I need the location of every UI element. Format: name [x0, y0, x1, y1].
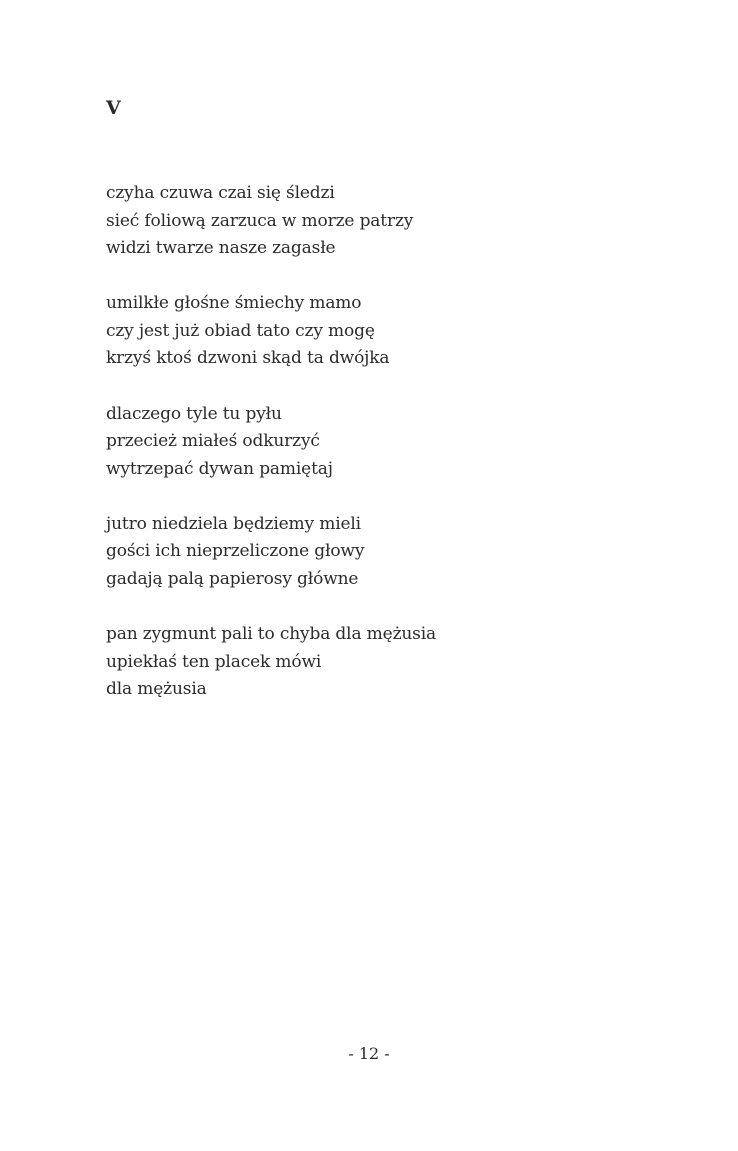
poem-line: dla mężusia	[106, 679, 207, 700]
stanza-5	[106, 621, 666, 704]
poem-line: czy jest już obiad tato czy mogę	[106, 320, 375, 341]
poem-line: krzyś ktoś dzwoni skąd ta dwójka	[106, 348, 390, 369]
poem-line: sieć foliową zarzuca w morze patrzy	[106, 210, 414, 231]
stanza-4	[106, 511, 666, 594]
stanza-2	[106, 290, 666, 373]
poem-line: widzi twarze nasze zagasłe	[106, 238, 336, 259]
poem-line: upiekłaś ten placek mówi	[106, 651, 322, 672]
poem-line: gości ich nieprzeliczone głowy	[106, 541, 365, 562]
poem-line: pan zygmunt pali to chyba dla mężusia	[106, 624, 437, 645]
poem-line: umilkłe głośne śmiechy mamo	[106, 293, 362, 314]
poem-line: przecież miałeś odkurzyć	[106, 431, 320, 452]
poem-line: jutro niedziela będziemy mieli	[106, 513, 361, 534]
stanza-1	[106, 180, 666, 263]
poem-line: gadają palą papierosy główne	[106, 569, 359, 590]
poem-line: dlaczego tyle tu pyłu	[106, 403, 282, 424]
poem-line: wytrzepać dywan pamiętaj	[106, 458, 333, 479]
poem-title: V	[106, 97, 121, 119]
poem-body	[106, 180, 666, 731]
stanza-3	[106, 401, 666, 484]
page-number: - 12 -	[348, 1044, 390, 1063]
poem-line: czyha czuwa czai się śledzi	[106, 183, 335, 203]
